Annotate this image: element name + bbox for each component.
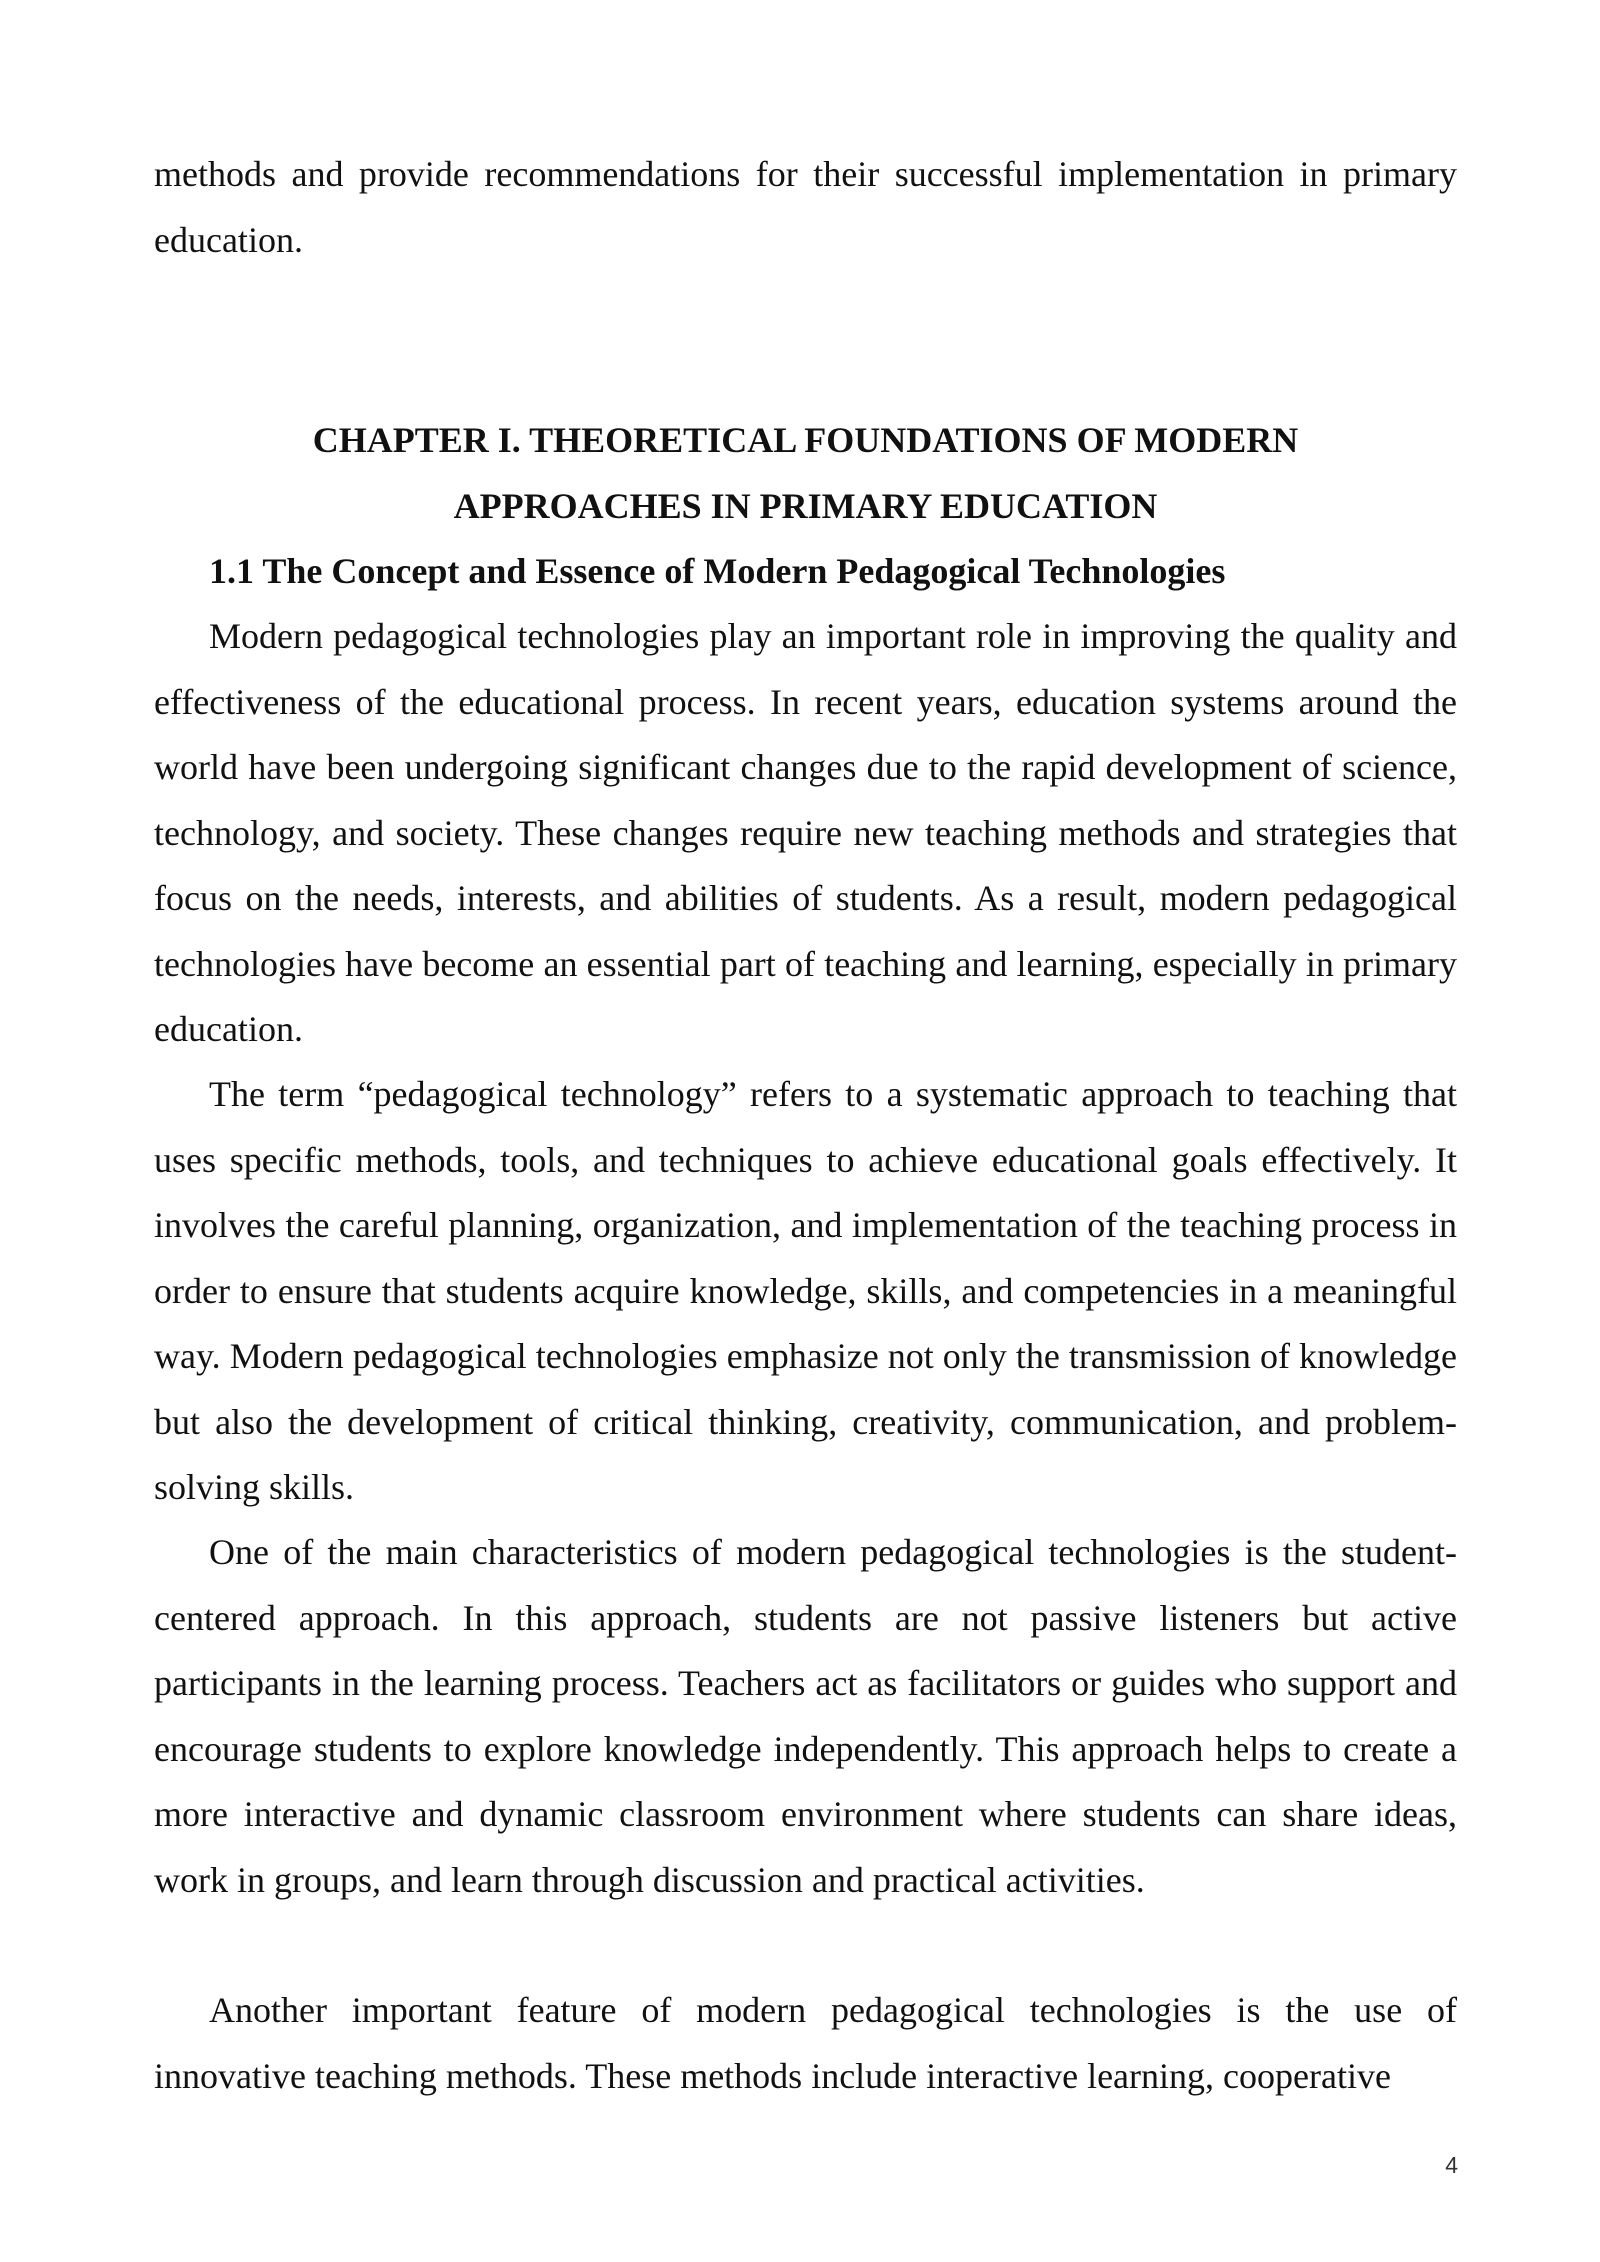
chapter-title (154, 408, 1457, 539)
page-number: 4 (1445, 2152, 1458, 2178)
body-paragraph-2: The term “pedagogical technology” refers to a systematic approach to teaching that uses specific methods, tools, and techniques to achieve educational goals effectively. It involves the careful planning, organization, and implementation of the teaching process in order to ensure that students acquire knowledge, skills, and competencies in a meaningful way. Modern pedagogical technologies emphasize not only the transmission of knowledge but also the development of critical thinking, creativity, communication, and problem-solving skills. (154, 1074, 1457, 1507)
intro-paragraph: methods and provide recommendations for their successful implementation in primary education. (154, 154, 1457, 260)
body-paragraph-3: One of the main characteristics of modern pedagogical technologies is the student-centered approach. In this approach, students are not passive listeners but active participants in the learning process. Teachers act as facilitators or guides who support and encourage students to explore knowledge independently. This approach helps to create a more interactive and dynamic classroom environment where students can share ideas, work in groups, and learn through discussion and practical activities. (154, 1532, 1457, 1900)
section-title: 1.1 The Concept and Essence of Modern Pedagogical Technologies (209, 551, 1226, 591)
body-paragraph-4: Another important feature of modern pedagogical technologies is the use of innovative teaching methods. These methods include interactive learning, cooperative (154, 1990, 1457, 2096)
chapter-title-line-1: CHAPTER I. THEORETICAL FOUNDATIONS OF MODERN (312, 420, 1299, 460)
chapter-title-line-2: APPROACHES IN PRIMARY EDUCATION (453, 485, 1158, 526)
body-paragraph-1: Modern pedagogical technologies play an important role in improving the quality and effectiveness of the educational process. In recent years, education systems around the world have been undergoing significant changes due to the rapid development of science, technology, and society. These changes require new teaching methods and strategies that focus on the needs, interests, and abilities of students. As a result, modern pedagogical technologies have become an essential part of teaching and learning, especially in primary education. (154, 616, 1457, 1049)
